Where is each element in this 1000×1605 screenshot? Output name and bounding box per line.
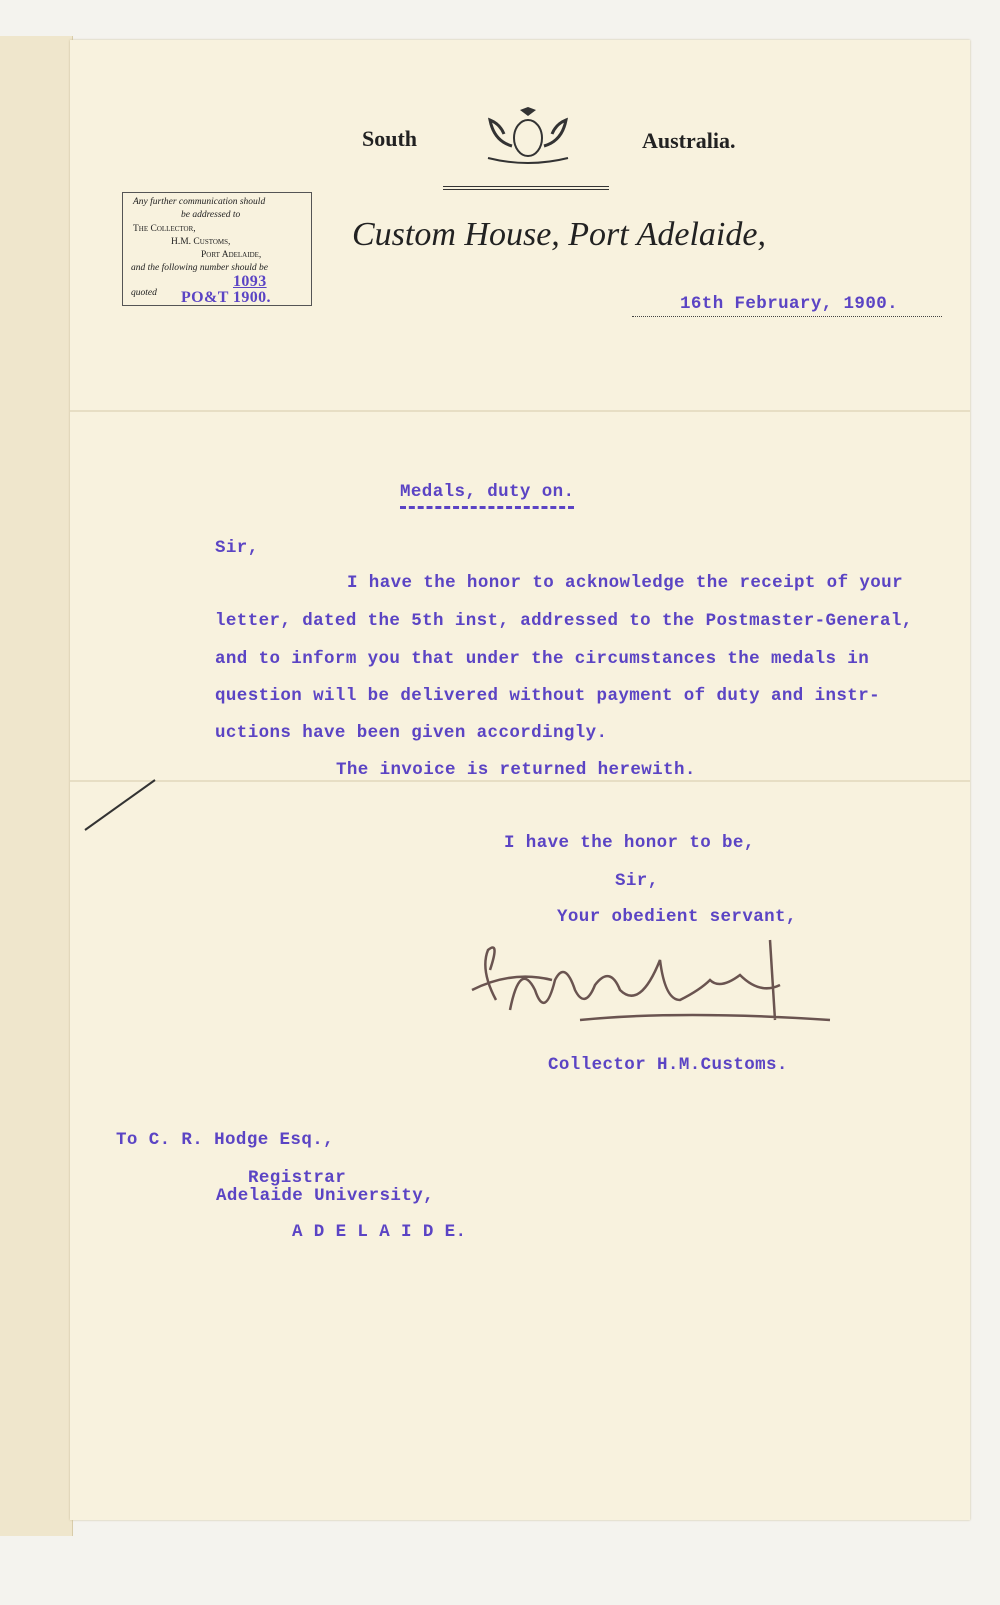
body-line: I have the honor to acknowledge the receipt of your [347, 573, 903, 593]
signature-title: Collector H.M.Customs. [548, 1055, 788, 1075]
subject-line: Medals, duty on. [400, 482, 574, 509]
coat-of-arms-icon [482, 106, 574, 164]
letterhead-australia: Australia. [642, 128, 736, 153]
letter-page [70, 40, 970, 1520]
body-line: question will be delivered without payment of duty and instr- [215, 686, 881, 706]
addressee-line: A D E L A I D E. [292, 1222, 467, 1242]
body-line: and to inform you that under the circumstances the medals in [215, 649, 870, 669]
divider [443, 186, 609, 190]
notice-quoted-label: quoted [131, 288, 157, 298]
fold-line [70, 780, 970, 782]
addressee-line: Registrar [248, 1168, 347, 1188]
notice-line: H.M. Customs, [171, 237, 231, 247]
body-line: The invoice is returned herewith. [336, 760, 696, 780]
closing-line: Your obedient servant, [557, 907, 797, 927]
addressee-line: To C. R. Hodge Esq., [116, 1130, 335, 1150]
reference-number: 1093 [233, 273, 267, 290]
closing-line: Sir, [615, 871, 659, 891]
signature [470, 910, 850, 1050]
notice-line: and the following number should be [131, 263, 268, 273]
body-line: uctions have been given accordingly. [215, 723, 608, 743]
closing-line: I have the honor to be, [504, 833, 755, 853]
addressee-line: Adelaide University, [216, 1186, 435, 1206]
fold-line [70, 410, 970, 412]
notice-line: be addressed to [181, 210, 241, 220]
body-line: letter, dated the 5th inst, addressed to the Postmaster-General, [215, 611, 913, 631]
notice-line: Port Adelaide, [201, 250, 262, 260]
salutation: Sir, [215, 538, 259, 558]
letter-date: 16th February, 1900. [680, 294, 899, 314]
notice-line: The Collector, [133, 224, 196, 234]
letterhead-south: South [362, 126, 418, 151]
pencil-mark [80, 775, 160, 835]
notice-box [122, 192, 312, 306]
underlying-page [0, 36, 73, 1536]
date-line [632, 316, 942, 317]
reference-code: PO&T 1900. [181, 289, 271, 306]
notice-line: Any further communication should [133, 197, 266, 207]
office-name: Custom House, Port Adelaide, [352, 216, 766, 253]
